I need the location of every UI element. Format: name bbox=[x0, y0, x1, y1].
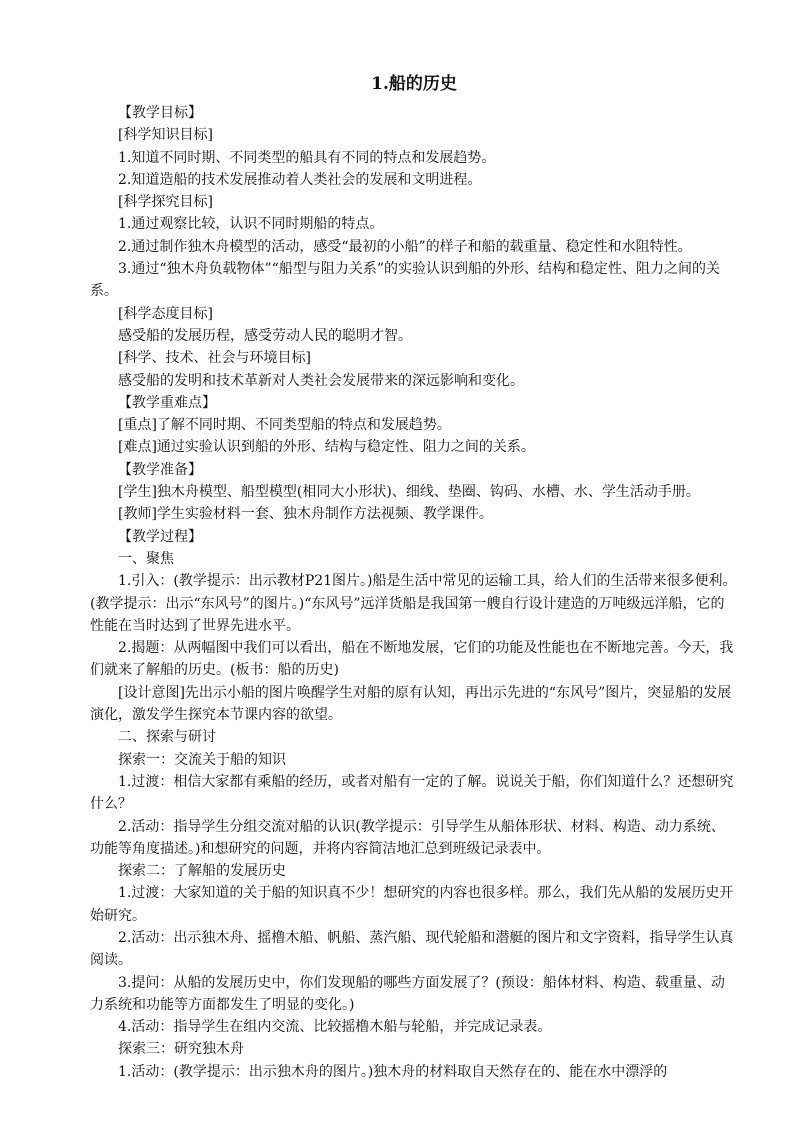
paragraph: 1.引入：(教学提示：出示教材P21图片。)船是生活中常见的运输工具，给人们的生活带来很多便利。(教学提示：出示“东风号”的图片。)“东风号”远洋货船是我国第一艘自行设计建造的万吨级远洋船，它的性能在当时达到了世界先进水平。 bbox=[90, 573, 737, 634]
subheading-knowledge: [科学知识目标] bbox=[118, 127, 213, 144]
paragraph: 感受船的发明和技术革新对人类社会发展带来的深远影响和变化。 bbox=[118, 372, 524, 389]
paragraph: 2.活动：指导学生分组交流对船的认识(教学提示：引导学生从船体形状、材料、构造、动力系统、功能等角度描述。)和想研究的问题，并将内容简洁地汇总到班级记录表中。 bbox=[90, 818, 725, 857]
paragraph: 2.揭题：从两幅图中我们可以看出，船在不断地发展，它们的功能及性能也在不断地完善。今天，我们就来了解船的历史。(板书：船的历史) bbox=[90, 640, 734, 679]
paragraph: 1.活动：(教学提示：出示独木舟的图片。)独木舟的材料取自天然存在的、能在水中漂浮的 bbox=[118, 1063, 668, 1080]
subheading-explore-2: 探索二：了解船的发展历史 bbox=[118, 863, 286, 880]
paragraph: 4.活动：指导学生在组内交流、比较摇橹木船与轮船，并完成记录表。 bbox=[118, 1019, 552, 1036]
paragraph: 2.活动：出示独木舟、摇橹木船、帆船、蒸汽船、现代轮船和潜艇的图片和文字资料，指导学生认真阅读。 bbox=[90, 929, 734, 969]
paragraph: [学生]独木舟模型、船型模型(相同大小形状)、细线、垫圈、钩码、水槽、水、学生活动手册。 bbox=[118, 484, 700, 501]
section-heading-process: 【教学过程】 bbox=[118, 528, 202, 545]
document-page bbox=[90, 72, 738, 1083]
document-body bbox=[90, 102, 738, 1083]
subheading-explore: 二、探索与研讨 bbox=[118, 729, 216, 746]
paragraph: 2.知道造船的技术发展推动着人类社会的发展和文明进程。 bbox=[118, 171, 482, 188]
subheading-focus: 一、聚焦 bbox=[118, 550, 174, 567]
section-heading-objectives: 【教学目标】 bbox=[118, 105, 202, 121]
paragraph: 感受船的发展历程，感受劳动人民的聪明才智。 bbox=[118, 327, 412, 344]
paragraph: 3.通过“独木舟负载物体”“船型与阻力关系”的实验认识到船的外形、结构和稳定性、阻力之间的关系。 bbox=[90, 261, 720, 300]
subheading-inquiry: [科学探究目标] bbox=[118, 194, 213, 211]
paragraph: [设计意图]先出示小船的图片唤醒学生对船的原有认知，再出示先进的“东风号”图片，突显船的发展演化，激发学生探究本节课内容的欲望。 bbox=[90, 684, 732, 724]
paragraph: 3.提问：从船的发展历史中，你们发现船的哪些方面发展了？(预设：船体材料、构造、载重量、动力系统和功能等方面都发生了明显的变化。) bbox=[90, 974, 725, 1013]
document-title: 1.船的历史 bbox=[371, 74, 457, 94]
paragraph: 1.过渡：大家知道的关于船的知识真不少！想研究的内容也很多样。那么，我们先从船的发展历史开始研究。 bbox=[90, 885, 734, 924]
paragraph: 1.通过观察比较，认识不同时期船的特点。 bbox=[118, 216, 384, 233]
paragraph: [难点]通过实验认识到船的外形、结构与稳定性、阻力之间的关系。 bbox=[118, 439, 535, 456]
paragraph: 2.通过制作独木舟模型的活动，感受“最初的小船”的样子和船的载重量、稳定性和水阻特性。 bbox=[118, 238, 692, 255]
section-heading-key-points: 【教学重难点】 bbox=[118, 394, 216, 411]
paragraph: 1.过渡：相信大家都有乘船的经历，或者对船有一定的了解。说说关于船，你们知道什么？还想研究什么？ bbox=[90, 773, 734, 813]
paragraph: 1.知道不同时期、不同类型的船具有不同的特点和发展趋势。 bbox=[118, 149, 496, 166]
paragraph: [教师]学生实验材料一套、独木舟制作方法视频、教学课件。 bbox=[118, 506, 493, 523]
subheading-sts: [科学、技术、社会与环境目标] bbox=[118, 350, 311, 367]
subheading-explore-3: 探索三：研究独木舟 bbox=[118, 1041, 244, 1058]
paragraph: [重点]了解不同时期、不同类型船的特点和发展趋势。 bbox=[118, 417, 451, 434]
section-heading-preparation: 【教学准备】 bbox=[118, 461, 202, 478]
subheading-attitude: [科学态度目标] bbox=[118, 305, 213, 322]
subheading-explore-1: 探索一：交流关于船的知识 bbox=[118, 751, 286, 768]
